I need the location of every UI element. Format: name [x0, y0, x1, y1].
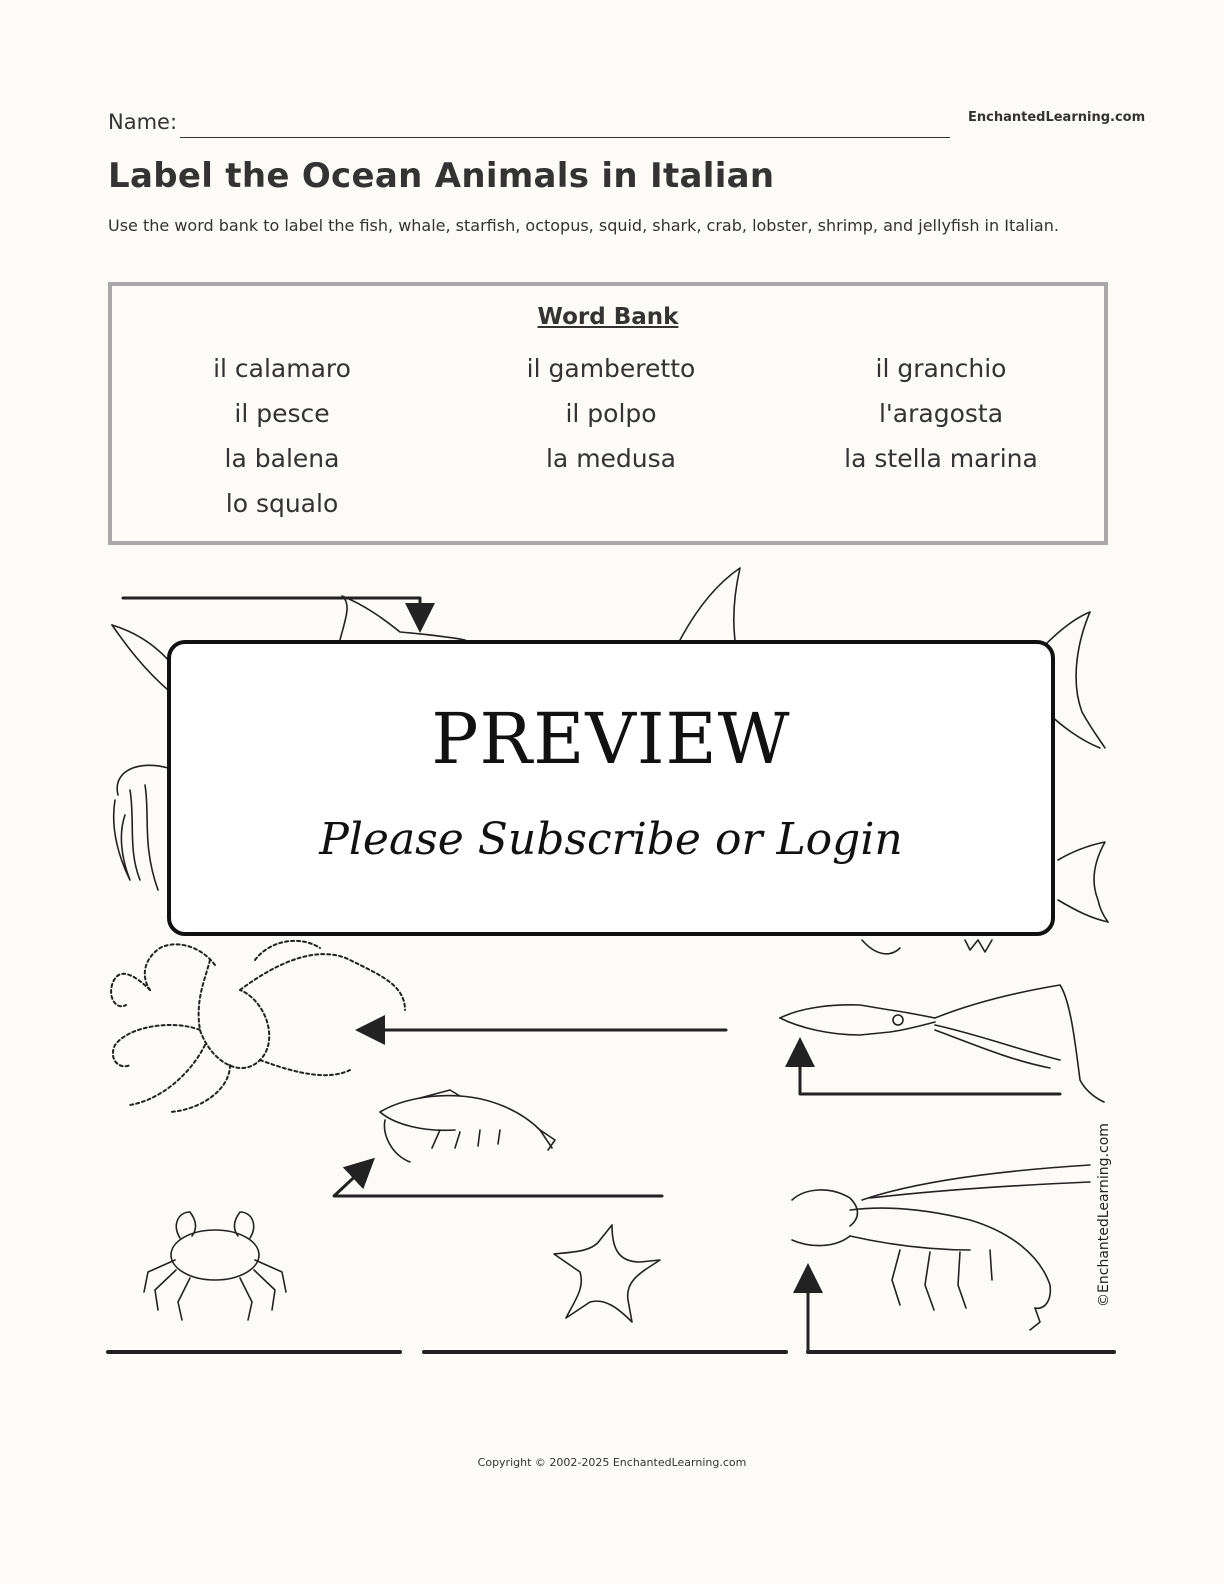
preview-title: PREVIEW: [431, 698, 791, 780]
crab-drawing: [144, 1212, 286, 1320]
word-bank-column: [461, 346, 761, 481]
word-bank-word: il polpo: [565, 399, 657, 428]
word-bank-word: il pesce: [234, 399, 330, 428]
lobster-drawing: [792, 1165, 1090, 1330]
site-brand: EnchantedLearning.com: [968, 110, 1146, 125]
name-label: Name:: [108, 110, 178, 134]
word-bank-word: la stella marina: [844, 444, 1038, 473]
word-bank-word: il gamberetto: [526, 354, 696, 383]
word-bank-column: [132, 346, 432, 526]
word-bank-word: la balena: [224, 444, 340, 473]
octopus-drawing: [111, 941, 405, 1112]
word-bank-word: il calamaro: [213, 354, 351, 383]
shrimp-drawing: [380, 1090, 555, 1162]
subscribe-login-prompt[interactable]: Please Subscribe or Login: [319, 814, 903, 865]
word-bank: [108, 282, 1108, 545]
side-copyright: ©EnchantedLearning.com: [1096, 1123, 1112, 1307]
starfish-drawing: [554, 1225, 660, 1322]
instructions: Use the word bank to label the fish, whale, starfish, octopus, squid, shark, crab, lobster, shrimp, and jellyfish in Italian.: [108, 216, 1059, 235]
word-bank-word: il granchio: [875, 354, 1007, 383]
word-bank-word: la medusa: [545, 444, 676, 473]
page-title: Label the Ocean Animals in Italian: [108, 156, 775, 196]
word-bank-column: [791, 346, 1091, 481]
word-bank-title: Word Bank: [537, 304, 679, 330]
name-blank-line[interactable]: [180, 137, 950, 138]
preview-overlay[interactable]: [167, 640, 1055, 936]
word-bank-word: l'aragosta: [878, 399, 1004, 428]
squid-drawing: [780, 985, 1104, 1102]
word-bank-word: lo squalo: [225, 489, 339, 518]
jellyfish-drawing: [114, 765, 168, 890]
footer-copyright: Copyright © 2002-2025 EnchantedLearning.com: [477, 1456, 747, 1469]
